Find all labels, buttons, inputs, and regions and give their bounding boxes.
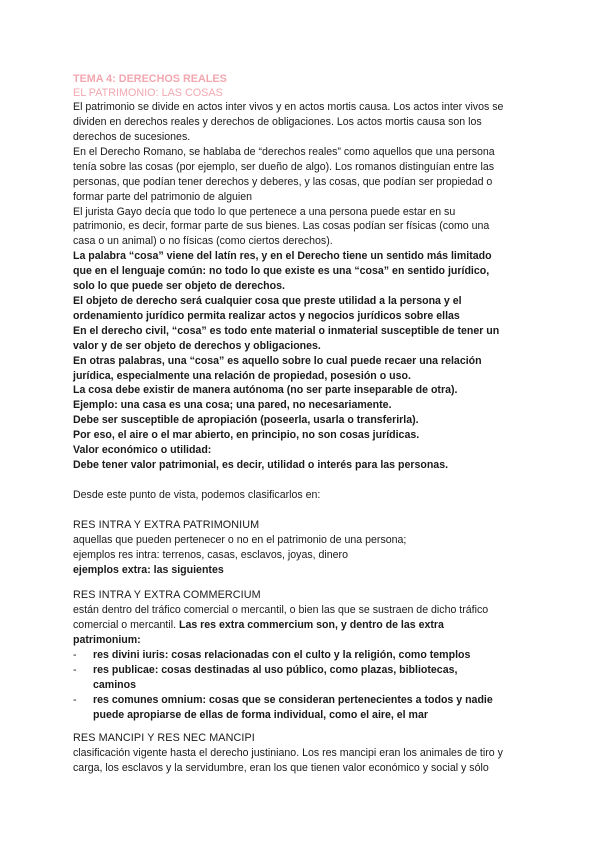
bold-line: En otras palabras, una “cosa” es aquello sobre lo cual puede recaer una relación <box>73 354 482 367</box>
text-line: derechos de sucesiones. <box>73 131 191 143</box>
list-item <box>73 648 540 663</box>
bold-line: Debe ser susceptible de apropiación (poseerla, usarla o transferirla). <box>73 414 419 427</box>
list-item-text: caminos <box>93 679 136 691</box>
section-res-intra-extra-patrimonium <box>73 518 540 578</box>
extra-commercium-list <box>73 648 540 723</box>
bold-line: ordenamiento jurídico permita realizar actos y negocios jurídicos sobre ellas <box>73 309 460 322</box>
text-normal: comercial o mercantil. <box>73 619 179 632</box>
spacer <box>73 503 540 518</box>
bold-line: Valor económico o utilidad: <box>73 444 212 457</box>
list-item <box>73 663 540 693</box>
list-item <box>73 693 540 723</box>
text-line: El patrimonio se divide en actos inter vivos y en actos mortis causa. Los actos inter vivos se <box>73 101 504 114</box>
spacer <box>73 577 540 588</box>
text-line: tenía sobre las cosas (por ejemplo, ser dueño de algo). Los romanos distinguían entre las <box>73 160 495 173</box>
section-heading: RES INTRA Y EXTRA COMMERCIUM <box>73 589 261 602</box>
list-item-text: res publicae: cosas destinadas al uso público, como plazas, bibliotecas, <box>93 664 458 677</box>
intro-paragraph <box>73 100 540 249</box>
section-res-mancipi <box>73 731 540 776</box>
list-item-text: res divini iuris: cosas relacionadas con el culto y la religión, como templos <box>93 649 471 662</box>
document-title: TEMA 4: DERECHOS REALES <box>73 73 227 85</box>
bold-line: En el derecho civil, “cosa” es todo ente material o inmaterial susceptible de tener un <box>73 324 500 337</box>
bold-line: Ejemplo: una casa es una cosa; una pared, no necesariamente. <box>73 399 392 412</box>
text-line: están dentro del tráfico comercial o mercantil, o bien las que se sustraen de dicho tráfico <box>73 604 489 617</box>
bold-line: valor y de ser objeto de derechos y obligaciones. <box>73 339 321 352</box>
bold-line: La cosa debe existir de manera autónoma (no ser parte inseparable de otra). <box>73 384 458 397</box>
bold-paragraph <box>73 249 540 473</box>
text-line: En el Derecho Romano, se hablaba de “derechos reales” como aquellos que una persona <box>73 145 495 158</box>
text-line: formar parte del patrimonio de alguien <box>73 190 253 203</box>
dash-marker: - <box>73 649 77 662</box>
bold-line: Debe tener valor patrimonial, es decir, utilidad o interés para las personas. <box>73 458 449 471</box>
bold-line: que en el lenguaje común: no todo lo que existe es una “cosa” en sentido jurídico, <box>73 265 490 278</box>
bold-line: patrimonium: <box>73 634 141 647</box>
section-res-intra-extra-commercium <box>73 588 540 722</box>
bold-line: El objeto de derecho será cualquier cosa que preste utilidad a la persona y el <box>73 294 462 307</box>
spacer <box>73 723 540 731</box>
text-line: ejemplos res intra: terrenos, casas, esclavos, joyas, dinero <box>73 548 348 561</box>
list-item-text: puede apropiarse de ellas de forma individual, como el aire, el mar <box>93 708 428 721</box>
bold-line: ejemplos extra: las siguientes <box>73 563 224 576</box>
dash-marker: - <box>73 664 77 677</box>
section-heading: RES INTRA Y EXTRA PATRIMONIUM <box>73 518 260 531</box>
document-subtitle: EL PATRIMONIO: LAS COSAS <box>73 86 223 99</box>
dash-marker: - <box>73 693 77 706</box>
text-bold: Las res extra commercium son, y dentro de las extra <box>178 619 444 632</box>
classify-line: Desde este punto de vista, podemos clasificarlos en: <box>73 488 321 501</box>
bold-line: La palabra “cosa” viene del latín res, y en el Derecho tiene un sentido más limitado <box>73 250 492 263</box>
text-line: aquellas que pueden pertenecer o no en el patrimonio de una persona; <box>73 533 407 546</box>
text-line: carga, los esclavos y la servidumbre, eran los que tienen valor económico y social y sólo <box>73 761 489 774</box>
bold-line: jurídica, especialmente una relación de propiedad, posesión o uso. <box>73 369 411 382</box>
section-heading: RES MANCIPI Y RES NEC MANCIPI <box>73 731 255 744</box>
text-line: casa o un animal) o no físicas (como ciertos derechos). <box>73 235 333 248</box>
text-line: El jurista Gayo decía que todo lo que pertenece a una persona puede estar en su <box>73 205 456 218</box>
bold-line: Por eso, el aire o el mar abierto, en principio, no son cosas jurídicas. <box>73 429 420 442</box>
text-line <box>73 618 540 633</box>
text-line: clasificación vigente hasta el derecho justiniano. Los res mancipi eran los animales de tiro y <box>73 746 503 759</box>
text-line: patrimonio, es decir, formar parte de sus bienes. Las cosas podían ser físicas (como una <box>73 220 490 233</box>
text-line: dividen en derechos reales y derechos de obligaciones. Los actos mortis causa son los <box>73 116 482 129</box>
bold-line: solo lo que puede ser objeto de derechos. <box>73 280 285 293</box>
list-item-text: res comunes omnium: cosas que se consideran pertenecientes a todos y nadie <box>93 693 493 706</box>
text-line: personas, que podían tener derechos y deberes, y las cosas, que podían ser propiedad o <box>73 175 493 188</box>
spacer <box>73 473 540 488</box>
